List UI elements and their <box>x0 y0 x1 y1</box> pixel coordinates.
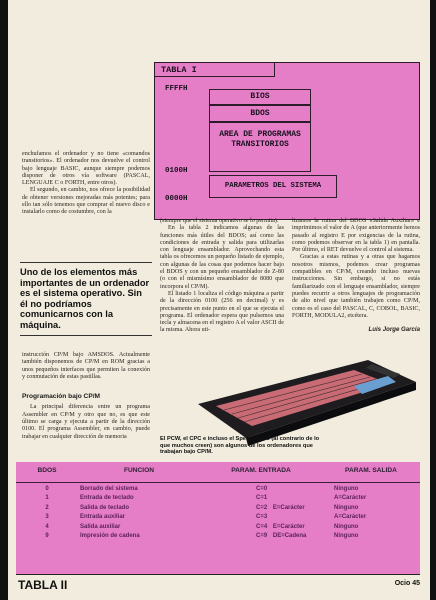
table-2-bdos-functions <box>16 462 420 574</box>
table-1-memory-map <box>154 62 420 220</box>
column-header: PARAM. ENTRADA <box>231 466 291 474</box>
pull-quote-text: Uno de los elementos más importantes de un ordenador es el sistema operativo. Sin él no podríamos comunicarnos con la máquina. <box>20 267 150 330</box>
function-name: Entrada auxiliar <box>80 514 126 521</box>
function-name: Salida de teclado <box>80 504 130 511</box>
table-2-title: TABLA II <box>18 578 68 592</box>
column-header: FUNCION <box>123 466 155 474</box>
input-param: C=3 <box>256 514 268 521</box>
bdos-number: 4 <box>45 523 49 530</box>
table-1-title: TABLA I <box>155 63 275 77</box>
table-2-rule <box>16 482 420 483</box>
section-subtitle: Programación bajo CP/M <box>22 393 101 401</box>
output-param: A=Carácter <box>334 514 367 521</box>
magazine-page <box>8 0 430 600</box>
bdos-table <box>16 462 420 541</box>
paragraph: lizamos la rutina del BDOS «Salida Auxiliar» e imprimimos el valor de A (que anteriormente hemos pasado al registro E por exigencias de la rutina, como podemos observar en la tabla 1) en pantalla. Por último, el RET devuelve el control al sistema. <box>292 218 420 254</box>
column-header: BDOS <box>37 466 57 474</box>
address-0100h: 0100H <box>165 167 188 175</box>
table-row <box>16 503 420 513</box>
bdos-number: 1 <box>45 495 49 502</box>
function-name: Impresión de cadena <box>80 533 140 540</box>
paragraph: El segundo, en cambio, nos ofrece la posibilidad de obtener versiones mejoradas más potentes; para ello tan sólo tenemos que comprar el nuevo disco e instalarlo como de costumbre, con la <box>22 187 150 216</box>
address-ffffh: FFFFH <box>165 85 188 93</box>
paragraph: instrucción CP/M bajo AMSDOS. Actualmente también disponemos de CP/M en ROM gracias a unos pequeños interfaces que permiten la conexión y conmutación de estas pastillas. <box>22 352 150 380</box>
paragraph: Gracias a estas rutinas y a otras que hagamos nosotros mismos, podemos crear programas compatibles en CP/M, creando incluso nuevas instrucciones. Sin embargo, si no estás familiarizado con el lenguaje ensamblador, siempre puedes recurrir a otros lenguajes de programación de alto nivel que también trabajen como CP/M, como es el caso del PASCAL, C, COBOL, BASIC, FORTH, MODULA2, etcétera. <box>292 254 420 319</box>
column-1-bottom <box>22 352 150 441</box>
photo-caption: El PCW, el CPC e incluso el Spectrum +3 (al contrario de lo que muchos creen) son algunos de los ordenadores que trabajan bajo CP/M. <box>160 436 320 456</box>
output-param: Ninguno <box>334 533 359 540</box>
column-3 <box>292 218 420 333</box>
bdos-number: 3 <box>45 514 49 521</box>
output-param: Ninguno <box>334 485 359 492</box>
output-param: Ninguno <box>334 504 359 511</box>
column-2 <box>160 218 284 335</box>
paragraph: enchufamos el ordenador y no tiene «comandos transitorios». El ordenador nos devuelve el control bajo lenguaje BASIC, aunque siempre podemos disponer de otros vía software (PASCAL, LENGUAJE C o FORTH, entre otros). <box>22 151 150 187</box>
paragraph: (siempre que el sistema operativo se lo permita). <box>160 218 279 224</box>
page-number: Ocio 45 <box>394 580 420 587</box>
input-param: C=4 E=Carácter <box>256 523 305 530</box>
input-param: C=9 DE=Cadena <box>256 533 307 540</box>
table-row <box>16 494 420 504</box>
output-param: Ninguno <box>334 523 359 530</box>
function-name: Entrada de teclado <box>80 495 134 502</box>
pull-quote <box>20 262 152 336</box>
function-name: Borrado del sistema <box>80 485 138 492</box>
input-param: C=0 <box>256 485 268 492</box>
table-2-bottom-rule <box>16 574 420 575</box>
memory-block-bios: BIOS <box>209 89 311 105</box>
table-header-row <box>16 462 420 478</box>
function-name: Salida auxiliar <box>80 523 121 530</box>
bdos-number: 2 <box>45 504 49 511</box>
column-header: PARAM. SALIDA <box>345 466 397 474</box>
author-credit: Luis Jorge García <box>368 326 420 334</box>
table-row <box>16 513 420 523</box>
bdos-number: 0 <box>45 485 49 492</box>
column-1-top <box>22 151 150 217</box>
output-param: A=Carácter <box>334 495 367 502</box>
memory-block-params: PARAMETROS DEL SISTEMA <box>209 175 337 198</box>
memory-block-bdos: BDOS <box>209 105 311 122</box>
memory-block-tpa: AREA DE PROGRAMAS TRANSITORIOS <box>209 122 311 172</box>
address-0000h: 0000H <box>165 195 188 203</box>
paragraph: El listado 1 localiza el código máquina a partir de la dirección 0100 (256 en decimal) y es precisamente en este punto en el que se ejecuta el programa. El ordenador espera que pulsemos una tecla y almacena en el registro A el valor ASCII de la misma. Ahora uti- <box>160 290 284 334</box>
bdos-number: 9 <box>45 533 49 540</box>
table-row <box>16 522 420 532</box>
paragraph: En la tabla 2 indicamos algunas de las funciones más útiles del BDOS; así como las condiciones de entrada y salida para utilizarlas con lenguaje ensamblador. Aprovechando esta tabla os ofrecemos un pequeño listado de ejemplo, con algunas de las cosas que podemos hacer bajo el BDOS y con un pequeño ensamblador de Z-80 (o con el mismísimo ensamblador de 8080 que incorpora el CP/M). <box>160 225 284 290</box>
input-param: C=1 <box>256 495 268 502</box>
input-param: C=2 E=Carácter <box>256 504 305 511</box>
paragraph: La principal diferencia entre un programa Assembler en CP/M y otro que no, es que este último se carga y ejecuta a partir de la dirección 0100. El programa Assembler, en cambio, puede trabajar en cualquier dirección de memoria <box>22 404 150 440</box>
table-row <box>16 484 420 494</box>
table-row <box>16 532 420 542</box>
